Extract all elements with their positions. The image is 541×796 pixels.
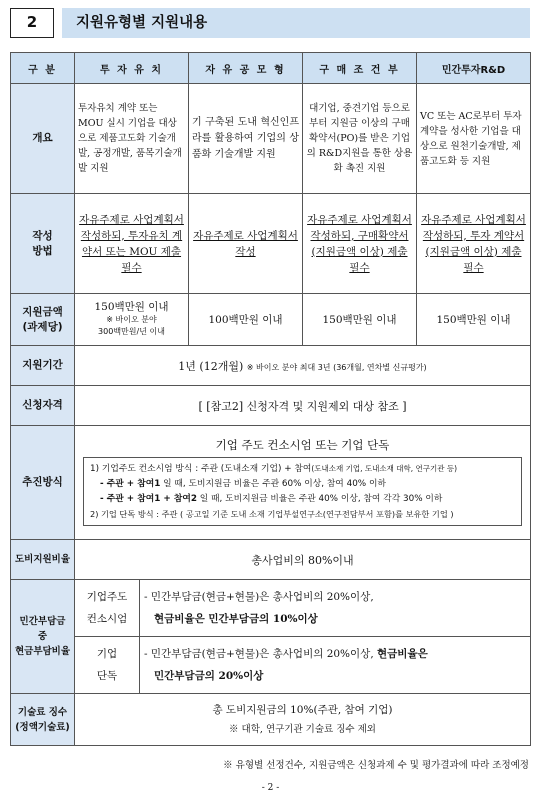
row-label-ratio: 도비지원비율 (11, 540, 75, 580)
method-type-heading: 기업 주도 컨소시엄 또는 기업 단독 (215, 438, 390, 452)
method-investment (75, 194, 189, 294)
amount-investment-value: 150백만원 이내 (94, 301, 169, 313)
row-label-method-1: 작성 (32, 229, 53, 242)
overview-purchase: 대기업, 중견기업 등으로부터 지원금 이상의 구매확약서(PO)를 받은 기업의 R&D지원을 통한 상용화 촉진 지원 (303, 84, 417, 194)
method-line3-a: - 주관 + 참여1 + 참여2 (100, 494, 197, 504)
private-single-label (75, 637, 140, 693)
table-row-private-single (11, 637, 531, 694)
table-row-amount (11, 294, 531, 346)
amount-private-rd: 150백만원 이내 (417, 294, 531, 346)
overview-open: 기 구축된 도내 혁신인프라를 활용하여 기업의 상품화 기술개발 지원 (189, 84, 303, 194)
eligibility-value: [ [참고2] 신청자격 및 지원제외 대상 참조 ] (75, 386, 531, 426)
table-row-private-consortium (11, 580, 531, 637)
private-consortium-text-1: - 민간부담금(현금+현물)은 총사업비의 20%이상, (144, 591, 374, 603)
method-open (189, 194, 303, 294)
header-category: 구 분 (11, 53, 75, 84)
header-private-rd: 민간투자R&D (417, 53, 531, 84)
amount-open: 100백만원 이내 (189, 294, 303, 346)
private-single-text-2: 민간부담금의 20%이상 (154, 670, 264, 682)
period-note: ※ 바이오 분야 최대 3년 (36개월, 연차별 신규평가) (246, 362, 427, 372)
private-single-cell (75, 637, 531, 694)
private-consortium-text-2: 현금비율은 민간부담금의 10%이상 (154, 613, 318, 625)
table-row-ratio (11, 540, 531, 580)
row-label-method-type: 추진방식 (11, 426, 75, 540)
private-single-label-2: 단독 (96, 670, 118, 682)
amount-investment-note-2: 300백만원/년 이내 (98, 327, 165, 336)
method-type-line-1 (90, 461, 515, 477)
method-type-cell (75, 426, 531, 540)
method-private-rd (417, 194, 531, 294)
method-line3-b: 일 때, 도비지원금 비율은 주관 40% 이상, 참여 각각 30% 이하 (196, 494, 443, 504)
row-label-fee-2: (정액기술료) (15, 721, 70, 733)
private-consortium-text (140, 580, 374, 636)
method-purchase-text: 자유주제로 사업계획서 작성하되, 구매확약서(지원금액 이상) 제출 필수 (307, 213, 412, 274)
amount-investment (75, 294, 189, 346)
method-line1-c: (도내소재 기업, 도내소재 대학, 연구기관 등) (311, 464, 458, 473)
table-row-method (11, 194, 531, 294)
private-consortium-cell (75, 580, 531, 637)
private-single-label-1: 기업 (96, 648, 118, 660)
table-row-fee (11, 694, 531, 746)
amount-investment-note-1: ※ 바이오 분야 (106, 315, 157, 324)
row-label-method-2: 방법 (32, 244, 53, 257)
private-single-text (140, 637, 428, 693)
header-purchase-conditional: 구 매 조 건 부 (303, 53, 417, 84)
method-type-line-3 (90, 492, 515, 507)
table-header-row (11, 53, 531, 84)
row-label-fee (11, 694, 75, 746)
row-label-eligibility: 신청자격 (11, 386, 75, 426)
row-label-private (11, 580, 75, 694)
private-single-text-1b: 현금비율은 (377, 648, 428, 660)
overview-private-rd: VC 또는 AC로부터 투자계약을 성사한 기업을 대상으로 원천기술개발, 제품고도화 등 지원 (417, 84, 531, 194)
row-label-amount-1: 지원금액 (22, 305, 63, 318)
method-line2-b: 일 때, 도비지원금 비율은 주관 60% 이상, 참여 40% 이하 (160, 479, 386, 489)
period-cell (75, 346, 531, 386)
support-type-table (10, 52, 531, 746)
section-title: 지원유형별 지원내용 (76, 15, 208, 31)
row-label-period: 지원기간 (11, 346, 75, 386)
table-row-method-type (11, 426, 531, 540)
method-private-rd-text: 자유주제로 사업계획서 작성하되, 투자 계약서(지원금액 이상) 제출 필수 (421, 213, 526, 274)
fee-cell (75, 694, 531, 746)
header-open-call: 자 유 공 모 형 (189, 53, 303, 84)
method-line2-a: - 주관 + 참여1 (100, 479, 161, 489)
method-type-line-4: 2) 기업 단독 방식 : 주관 ( 공고일 기준 도내 소재 기업부설연구소(연구전담부서 포함)를 보유한 기업 ) (90, 509, 454, 519)
row-label-amount (11, 294, 75, 346)
private-single-text-1a: - 민간부담금(현금+현물)은 총사업비의 20%이상, (144, 648, 377, 660)
method-open-text: 자유주제로 사업계획서 작성 (193, 229, 298, 258)
footnote: ※ 유형별 선정건수, 지원금액은 신청과제 수 및 평가결과에 따라 조정예정 (223, 760, 529, 771)
row-label-overview: 개요 (11, 84, 75, 194)
method-investment-text: 자유주제로 사업계획서 작성하되, 투자유치 계약서 또는 MOU 제출 필수 (79, 213, 184, 274)
method-purchase (303, 194, 417, 294)
table-row-overview (11, 84, 531, 194)
overview-investment: 투자유치 계약 또는 MOU 실시 기업을 대상으로 제품고도화 기술개발, 공정개발, 품목기술개발 지원 (75, 84, 189, 194)
method-line1-b: (도내소재 기업) + 참여 (217, 464, 312, 474)
row-label-method (11, 194, 75, 294)
amount-purchase: 150백만원 이내 (303, 294, 417, 346)
header-investment: 투 자 유 치 (75, 53, 189, 84)
section-header (10, 8, 530, 38)
private-consortium-label-2: 컨소시엄 (86, 613, 128, 625)
method-line1-a: 1) 기업주도 컨소시엄 방식 : 주관 (90, 464, 218, 474)
page-number: - 2 - (261, 783, 280, 793)
row-label-private-1: 민간부담금 중 (19, 616, 66, 642)
table-row-eligibility (11, 386, 531, 426)
period-value: 1년 (12개월) (178, 359, 244, 373)
section-number: 2 (10, 8, 54, 38)
row-label-fee-1: 기술료 징수 (17, 706, 68, 718)
fee-note: ※ 대학, 연구기관 기술료 징수 제외 (229, 723, 376, 735)
method-type-box (83, 457, 522, 526)
fee-value: 총 도비지원금의 10%(주관, 참여 기업) (212, 703, 393, 716)
row-label-amount-2: (과제당) (22, 320, 63, 333)
private-consortium-label-1: 기업주도 (86, 591, 128, 603)
row-label-private-2: 현금부담비율 (14, 646, 71, 657)
method-type-line-2 (90, 477, 515, 492)
ratio-value: 총사업비의 80%이내 (75, 540, 531, 580)
table-row-period (11, 346, 531, 386)
private-consortium-label (75, 580, 140, 636)
